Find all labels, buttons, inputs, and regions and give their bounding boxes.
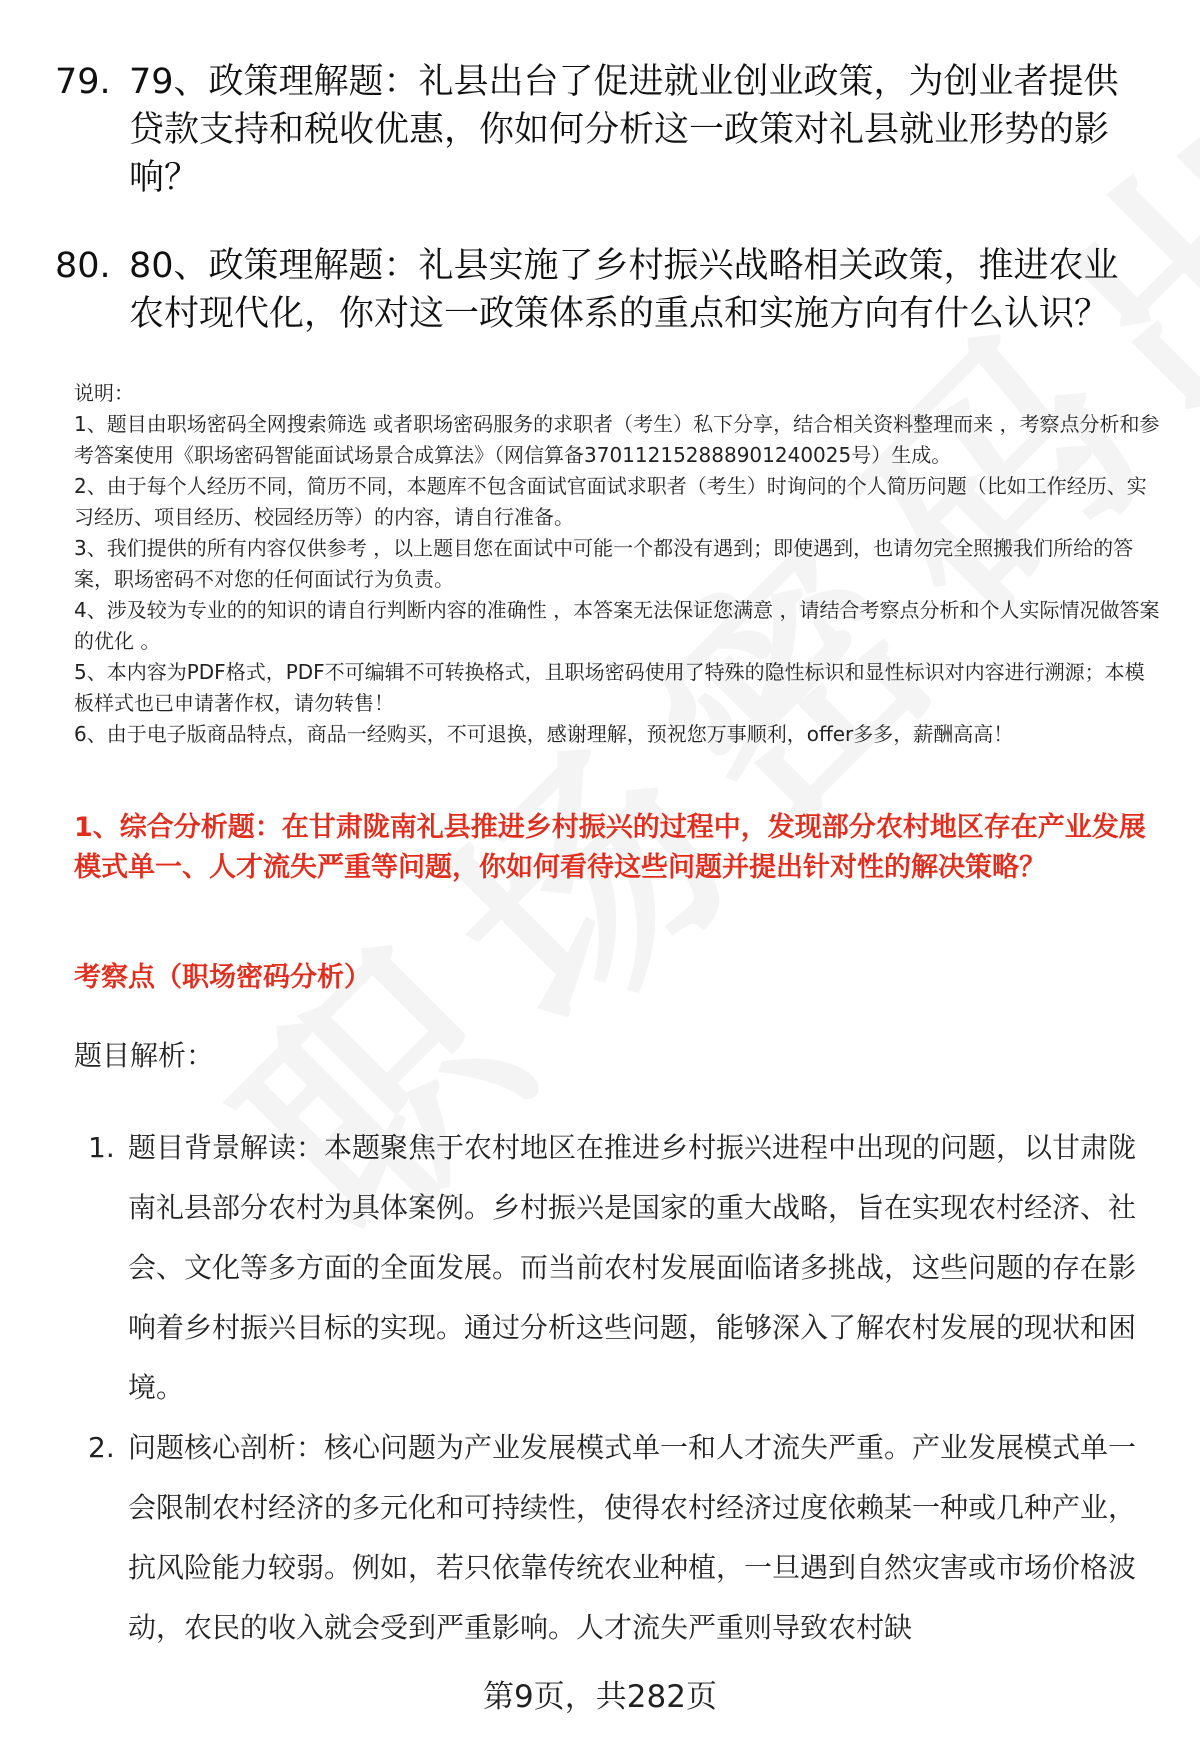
note-item: 1、题目由职场密码全网搜索筛选 或者职场密码服务的求职者（考生）私下分享，结合相关资料整理而来 ，考察点分析和参考答案使用《职场密码智能面试场景合成算法》（网信算备370112152888901240025号）生成。 [74, 412, 1160, 467]
section-subheading: 考察点（职场密码分析） [74, 962, 371, 993]
notes-title: 说明： [74, 381, 134, 405]
section-question: 1、综合分析题：在甘肃陇南礼县推进乡村振兴的过程中，发现部分农村地区存在产业发展模式单一、人才流失严重等问题，你如何看待这些问题并提出针对性的解决策略？ [74, 812, 1146, 883]
note-item: 3、我们提供的所有内容仅供参考 ，以上题目您在面试中可能一个都没有遇到；即使遇到，也请勿完全照搬我们所给的答案，职场密码不对您的任何面试行为负责。 [74, 536, 1134, 591]
note-item: 4、涉及较为专业的的知识的请自行判断内容的准确性 ，本答案无法保证您满意 ，请结合考察点分析和个人实际情况做答案的优化 。 [74, 598, 1160, 653]
list-item-1 [74, 1118, 1154, 1418]
note-item: 6、由于电子版商品特点，商品一经购买，不可退换，感谢理解，预祝您万事顺利，offer多多，薪酬高高！ [74, 722, 1014, 746]
question-number: 79. [55, 62, 111, 102]
notes-block [74, 378, 1164, 750]
note-item: 2、由于每个人经历不同，简历不同，本题库不包含面试官面试求职者（考生）时询问的个人简历问题（比如工作经历、实习经历、项目经历、校园经历等）的内容，请自行准备。 [74, 474, 1147, 529]
list-item-2 [74, 1418, 1154, 1658]
question-number: 80. [55, 246, 111, 286]
question-text: 80、政策理解题：礼县实施了乡村振兴战略相关政策，推进农业农村现代化，你对这一政策体系的重点和实施方向有什么认识？ [129, 246, 1119, 334]
question-text: 79、政策理解题：礼县出台了促进就业创业政策，为创业者提供贷款支持和税收优惠，你如何分析这一政策对礼县就业形势的影响？ [129, 62, 1119, 198]
question-80 [55, 242, 1150, 338]
list-text: 问题核心剖析：核心问题为产业发展模式单一和人才流失严重。产业发展模式单一会限制农村经济的多元化和可持续性，使得农村经济过度依赖某一种或几种产业，抗风险能力较弱。例如，若只依靠传统农业种植，一旦遇到自然灾害或市场价格波动，农民的收入就会受到严重影响。人才流失严重则导致农村缺 [128, 1431, 1137, 1644]
list-number: 2. [88, 1431, 115, 1464]
question-79 [55, 58, 1150, 202]
analysis-label: 题目解析： [74, 1039, 215, 1072]
note-item: 5、本内容为PDF格式，PDF不可编辑不可转换格式，且职场密码使用了特殊的隐性标识和显性标识对内容进行溯源；本模板样式也已申请著作权，请勿转售！ [74, 660, 1145, 715]
list-text: 题目背景解读：本题聚焦于农村地区在推进乡村振兴进程中出现的问题，以甘肃陇南礼县部分农村为具体案例。乡村振兴是国家的重大战略，旨在实现农村经济、社会、文化等多方面的全面发展。而当前农村发展面临诸多挑战，这些问题的存在影响着乡村振兴目标的实现。通过分析这些问题，能够深入了解农村发展的现状和困境。 [128, 1131, 1137, 1404]
page-footer: 第9页，共282页 [483, 1679, 717, 1715]
list-number: 1. [88, 1131, 115, 1164]
